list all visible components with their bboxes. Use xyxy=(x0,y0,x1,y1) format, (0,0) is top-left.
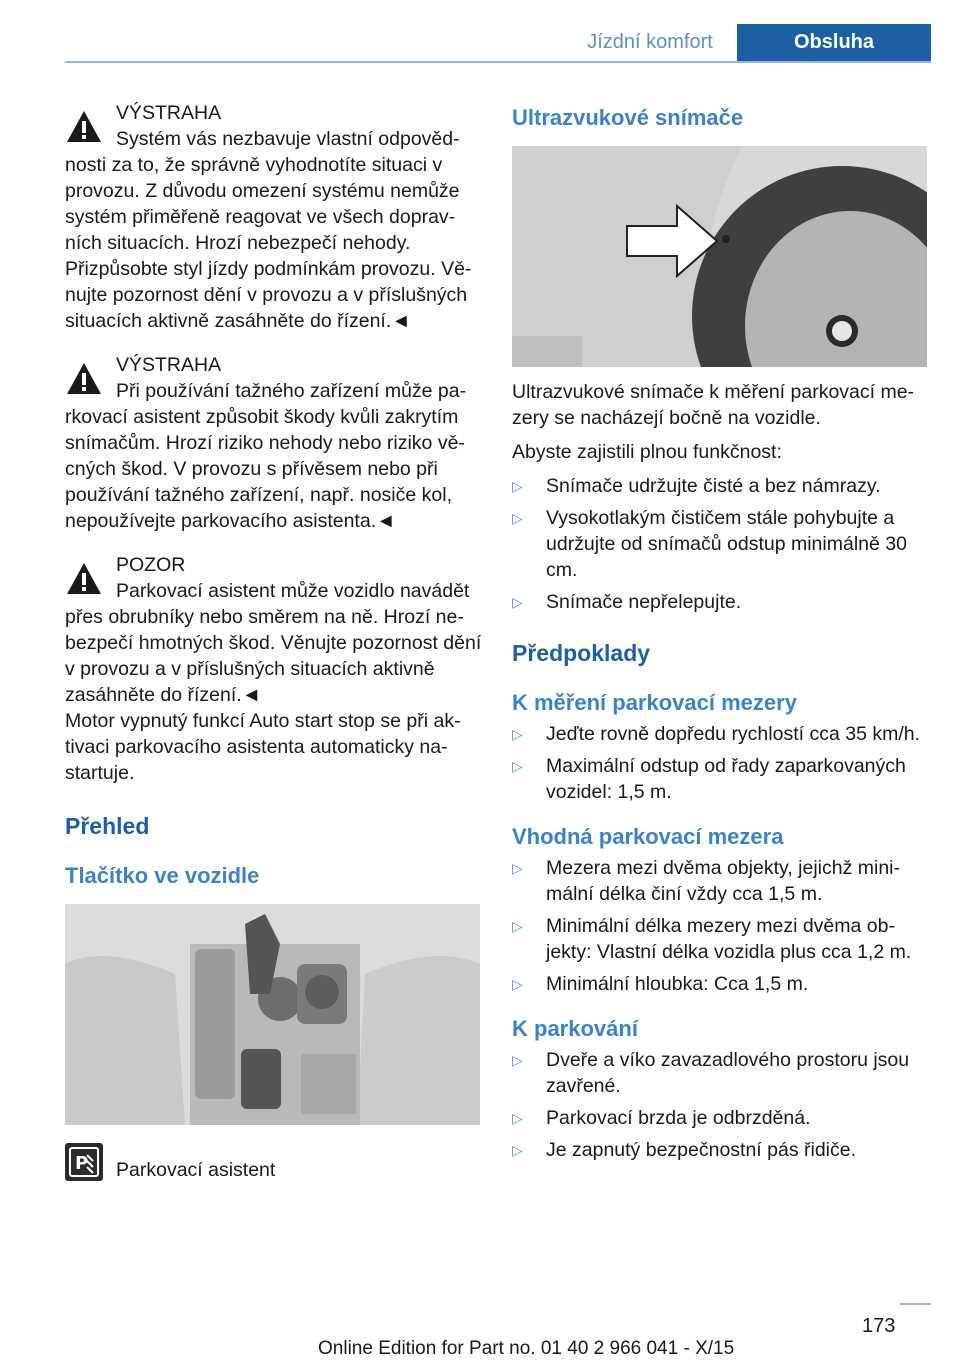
triangle-bullet-icon: ▷ xyxy=(512,726,523,742)
heading-measure-space: K měření parkovací mezery xyxy=(512,690,797,715)
parking-assistant-legend xyxy=(65,1143,482,1187)
svg-text:P: P xyxy=(75,1153,89,1174)
sensors-description: Ultrazvukové snímače k měření parkovací me-zery se nacházejí bočně na vozidle. xyxy=(512,381,915,429)
triangle-bullet-icon: ▷ xyxy=(512,510,523,526)
heading-parking: K parkování xyxy=(512,1016,638,1041)
caution-text: Parkovací asistent může vozidlo navádět přes obrubníky nebo směrem na ně. Hrozí ne-bezpečí hmotných škod. Věnujte pozornost dění v provozu a v příslušných situacích aktivně zasáhněte do řízení.◄ xyxy=(65,580,482,706)
triangle-bullet-icon: ▷ xyxy=(512,478,523,494)
warning-block-1 xyxy=(65,100,482,334)
center-console-photo xyxy=(65,904,480,1125)
list-item: ▷ Snímače nepřelepujte. xyxy=(512,591,742,613)
left-column xyxy=(65,100,482,1187)
footer-rule xyxy=(900,1303,931,1305)
heading-ultrasonic-sensors: Ultrazvukové snímače xyxy=(512,105,744,130)
triangle-bullet-icon: ▷ xyxy=(512,1110,523,1126)
list-item: ▷ Jeďte rovně dopředu rychlostí cca 35 km/h. xyxy=(512,723,921,745)
warning-triangle-icon xyxy=(65,108,103,146)
function-intro: Abyste zajistili plnou funkčnost: xyxy=(512,441,782,463)
list-item: ▷ Parkovací brzda je odbrzděná. xyxy=(512,1107,811,1129)
triangle-bullet-icon: ▷ xyxy=(512,918,523,934)
list-item: ▷ Je zapnutý bezpečnostní pás řidiče. xyxy=(512,1139,857,1161)
list-item: ▷ Maximální odstup od řady zaparkovaných vozidel: 1,5 m. xyxy=(512,755,906,803)
warning-text: Při používání tažného zařízení může pa-rkovací asistent způsobit škody kvůli zakrytím snímačům. Hrozí riziko nehody nebo riziko vě-cných škod. V provozu s přívěsem nebo při používání tažného zařízení, např. nosiče kol, nepoužívejte parkovacího asistenta.◄ xyxy=(65,380,467,532)
warning-block-2 xyxy=(65,352,482,534)
heading-prerequisites: Předpoklady xyxy=(512,640,651,666)
function-list xyxy=(512,473,929,615)
edition-footer: Online Edition for Part no. 01 40 2 966 041 - X/15 xyxy=(318,1338,735,1359)
parking-assistant-caption: Parkovací asistent xyxy=(116,1159,276,1181)
list-item: ▷ Vysokotlakým čističem stále pohybujte a udržujte od snímačů odstup minimálně 30 cm. xyxy=(512,507,907,581)
warning-text: Systém vás nezbavuje vlastní odpověd-nosti za to, že správně vyhodnotíte situaci v provozu. Z důvodu omezení systému nemůže systém přiměřeně reagovat ve všech doprav-ních situacích. Hrozí nebezpečí nehody. Přizpůsobte styl jízdy podmínkám provozu. Vě-nujte pozornost dění v provozu a v příslušných situacích aktivně zasáhněte do řízení.◄ xyxy=(65,128,472,332)
measure-list xyxy=(512,721,929,805)
right-column xyxy=(512,104,929,1163)
warning-triangle-icon xyxy=(65,360,103,398)
auto-start-stop-note: Motor vypnutý funkcí Auto start stop se při ak-tivaci parkovacího asistenta automaticky na-startuje. xyxy=(65,710,461,784)
triangle-bullet-icon: ▷ xyxy=(512,758,523,774)
heading-overview: Přehled xyxy=(65,813,150,839)
page-number: 173 xyxy=(862,1315,896,1337)
caution-title: POZOR xyxy=(116,554,186,576)
parking-list xyxy=(512,1047,929,1163)
parking-assistant-icon xyxy=(65,1143,103,1181)
header-chapter-tab: Obsluha xyxy=(737,24,931,61)
heading-suitable-space: Vhodná parkovací mezera xyxy=(512,824,784,849)
triangle-bullet-icon: ▷ xyxy=(512,1052,523,1068)
warning-title: VÝSTRAHA xyxy=(116,102,222,124)
heading-button-in-vehicle: Tlačítko ve vozidle xyxy=(65,863,260,888)
ultrasonic-sensor-photo xyxy=(512,146,927,367)
triangle-bullet-icon: ▷ xyxy=(512,976,523,992)
suitable-list xyxy=(512,855,929,997)
list-item: ▷ Minimální délka mezery mezi dvěma ob-jekty: Vlastní délka vozidla plus cca 1,2 m. xyxy=(512,915,912,963)
warning-title: VÝSTRAHA xyxy=(116,354,222,376)
warning-triangle-icon xyxy=(65,560,103,598)
caution-block xyxy=(65,552,482,708)
header-rule xyxy=(65,61,931,63)
triangle-bullet-icon: ▷ xyxy=(512,1142,523,1158)
list-item: ▷ Snímače udržujte čisté a bez námrazy. xyxy=(512,475,881,497)
list-item: ▷ Dveře a víko zavazadlového prostoru jsou zavřené. xyxy=(512,1049,910,1097)
list-item: ▷ Mezera mezi dvěma objekty, jejichž mini-mální délka činí vždy cca 1,5 m. xyxy=(512,857,900,905)
triangle-bullet-icon: ▷ xyxy=(512,594,523,610)
header-section-label: Jízdní komfort xyxy=(587,31,713,53)
triangle-bullet-icon: ▷ xyxy=(512,860,523,876)
list-item: ▷ Minimální hloubka: Cca 1,5 m. xyxy=(512,973,809,995)
